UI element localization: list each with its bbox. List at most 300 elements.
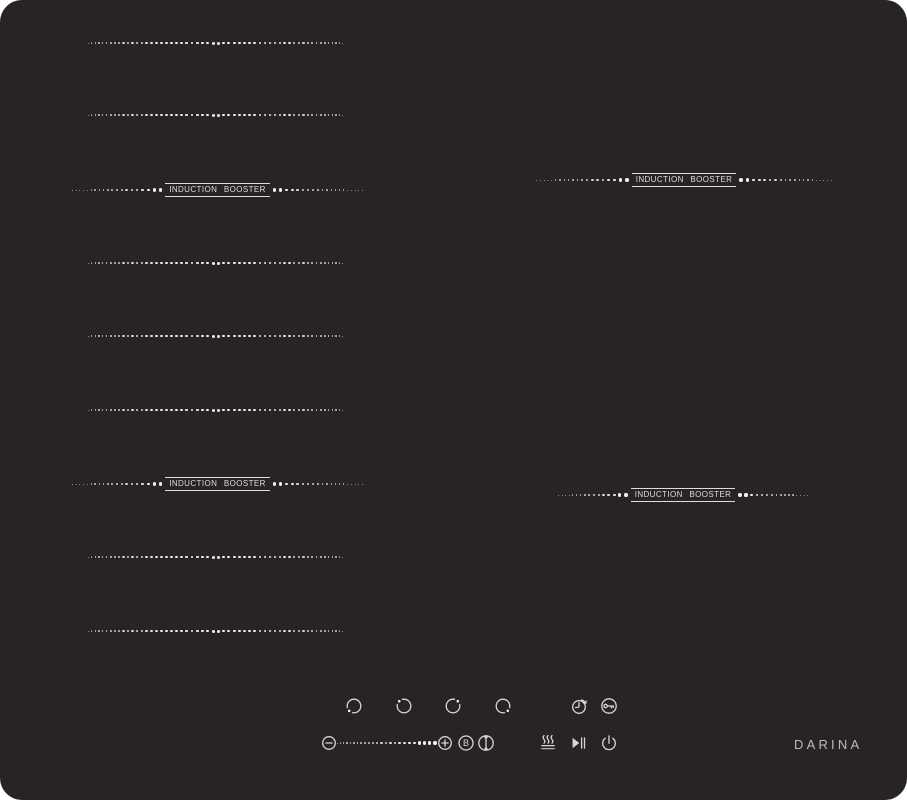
- zone-dot: [141, 262, 143, 264]
- zone-dot: [222, 630, 225, 633]
- zone-dot: [196, 630, 199, 633]
- zone-dot: [110, 114, 112, 116]
- zone-dot: [180, 409, 183, 412]
- zone-dot: [750, 494, 753, 497]
- zone-dot: [326, 189, 328, 191]
- zone-dot: [88, 336, 89, 337]
- zone-dot: [125, 483, 127, 485]
- zone-dot: [328, 556, 330, 558]
- zone-dot: [316, 262, 318, 264]
- zone-dot: [328, 114, 330, 116]
- zone-dot: [288, 114, 290, 116]
- zone-dot: [107, 189, 109, 191]
- zone-dot: [206, 335, 209, 338]
- zone-dot: [206, 409, 209, 412]
- booster-dots-left: [558, 487, 628, 503]
- zone-dot: [131, 630, 133, 632]
- zone-dot: [332, 42, 333, 43]
- zone-dot: [170, 262, 173, 265]
- zone-dot: [581, 179, 583, 181]
- zone-dot: [756, 494, 759, 497]
- zone-dot: [122, 556, 124, 558]
- zone-dot: [79, 484, 80, 485]
- zone-dot: [320, 262, 322, 264]
- zone-dot: [131, 114, 133, 116]
- zone-dot: [118, 42, 120, 44]
- zone-dot: [88, 410, 89, 411]
- zone-dot: [227, 630, 230, 633]
- zone-dot: [298, 630, 300, 632]
- zone-dot: [118, 262, 120, 264]
- zone-dot: [596, 179, 598, 181]
- zone-selector-bottom-right[interactable]: [493, 696, 513, 716]
- stop-and-go-button[interactable]: [568, 733, 588, 753]
- zone-dot: [288, 335, 290, 337]
- zone-dot: [127, 630, 129, 632]
- zone-dot: [293, 630, 295, 632]
- zone-dot: [324, 114, 326, 116]
- zone-dot: [328, 42, 330, 44]
- zone-dot: [160, 556, 163, 559]
- zone-dot: [279, 482, 282, 485]
- zone-dot: [114, 409, 116, 411]
- zone-dot: [360, 742, 362, 744]
- zone-dot: [288, 42, 290, 44]
- zone-dot: [72, 484, 73, 485]
- zone-dot: [322, 189, 324, 191]
- zone-dot: [253, 262, 256, 265]
- zone-selector-bottom-left[interactable]: [344, 696, 364, 716]
- zone-dot: [784, 494, 785, 495]
- zone-dot: [576, 494, 577, 495]
- zone-dot: [259, 262, 262, 265]
- zone-dot: [343, 483, 344, 484]
- cooking-zone-marking: [88, 554, 344, 560]
- plus-icon: [435, 733, 455, 753]
- zone-dot: [343, 189, 344, 190]
- zone-dot: [418, 741, 421, 744]
- zone-dot: [98, 409, 99, 410]
- zone-dot: [155, 42, 158, 45]
- zone-dot: [102, 630, 104, 632]
- zone-dot: [243, 556, 246, 559]
- cooking-zone-marking: [88, 628, 344, 634]
- zone-dot: [259, 630, 262, 633]
- zone-dot: [102, 409, 104, 411]
- zone-dot: [279, 42, 282, 45]
- zone-dot: [311, 42, 313, 44]
- zone-dot: [118, 409, 120, 411]
- zone-dot: [351, 190, 352, 191]
- zone-dot: [238, 262, 241, 265]
- zone-dot: [380, 742, 382, 744]
- zone-dot: [103, 483, 104, 484]
- zone-dot: [88, 115, 89, 116]
- zone-dot: [95, 114, 96, 115]
- zone-dot: [136, 630, 138, 632]
- zone-dot: [94, 189, 95, 190]
- zone-dot: [780, 179, 782, 181]
- zone-dot: [339, 630, 340, 631]
- zone-dot: [165, 42, 168, 45]
- zone-dot: [196, 556, 199, 559]
- zone-dot: [127, 335, 129, 337]
- zone-dot: [150, 556, 153, 559]
- zone-dot: [568, 179, 569, 180]
- booster-dots-right: [273, 476, 363, 492]
- zone-dot: [763, 179, 766, 182]
- zone-dot: [114, 42, 116, 44]
- key-lock-icon: [599, 696, 619, 716]
- zone-dot: [212, 114, 215, 117]
- zone-dot: [98, 556, 99, 557]
- bridge-zones-button[interactable]: [476, 733, 496, 753]
- zone-dot: [317, 483, 319, 485]
- zone-dot: [298, 409, 300, 411]
- zone-dot: [279, 188, 282, 191]
- power-level-slider[interactable]: [337, 739, 437, 747]
- zone-dot: [206, 630, 209, 633]
- zone-dot: [342, 263, 343, 264]
- zone-dot: [311, 630, 313, 632]
- zone-dot: [106, 409, 108, 411]
- zone-dot: [339, 42, 340, 43]
- zone-front-left-icon: [344, 696, 364, 716]
- zone-rear-left-icon: [394, 696, 414, 716]
- zone-dot: [155, 335, 158, 338]
- zone-dot: [238, 409, 241, 412]
- zone-dot: [175, 262, 178, 265]
- zone-dot: [577, 179, 579, 181]
- zone-dot: [170, 409, 173, 412]
- zone-dot: [264, 630, 267, 633]
- zone-dot: [227, 114, 230, 117]
- residual-heat-indicator: [537, 733, 559, 753]
- timer-button[interactable]: [569, 696, 589, 716]
- zone-dot: [165, 262, 168, 265]
- zone-dot: [238, 630, 241, 633]
- zone-dot: [94, 483, 95, 484]
- zone-dot: [780, 494, 782, 496]
- zone-dot: [196, 335, 199, 338]
- zone-dot: [95, 262, 96, 263]
- zone-dot: [110, 42, 112, 44]
- zone-dot: [332, 556, 333, 557]
- zone-dot: [170, 42, 173, 45]
- zone-dot: [283, 114, 286, 117]
- zone-dot: [160, 262, 163, 265]
- zone-dot: [316, 42, 318, 44]
- zone-dot: [544, 180, 545, 181]
- zone-dot: [823, 180, 824, 181]
- zone-dot: [572, 179, 574, 181]
- zone-dot: [212, 262, 215, 265]
- zone-dot: [279, 114, 282, 117]
- zone-dot: [233, 556, 236, 559]
- zone-dot: [335, 556, 336, 557]
- zone-dot: [222, 42, 225, 45]
- zone-dot: [91, 335, 92, 336]
- zone-dot: [307, 556, 309, 558]
- zone-dot: [328, 335, 330, 337]
- zone-dot: [339, 335, 340, 336]
- zone-dot: [175, 409, 178, 412]
- zone-dot: [136, 409, 138, 411]
- zone-dot: [269, 262, 272, 265]
- zone-dot: [312, 189, 314, 191]
- residual-heat-icon: [537, 733, 559, 753]
- zone-dot: [222, 335, 225, 338]
- zone-dot: [196, 114, 199, 117]
- zone-dot: [307, 114, 309, 116]
- zone-dot: [807, 179, 808, 180]
- cooking-zone-marking: [88, 40, 344, 46]
- booster-dots-left: [72, 182, 162, 198]
- zone-dot: [613, 179, 616, 182]
- zone-dot: [335, 189, 336, 190]
- zone-dot: [812, 179, 813, 180]
- zone-dot: [99, 483, 100, 484]
- zone-dot: [551, 180, 552, 181]
- zone-dot: [253, 42, 256, 45]
- zone-dot: [331, 483, 332, 484]
- zone-dot: [269, 556, 272, 559]
- zone-dot: [613, 494, 616, 497]
- zone-dot: [170, 556, 173, 559]
- zone-dot: [76, 190, 77, 191]
- zone-dot: [342, 336, 343, 337]
- zone-dot: [110, 335, 112, 337]
- zone-dot: [347, 190, 348, 191]
- zone-dot: [316, 409, 318, 411]
- zone-dot: [91, 409, 92, 410]
- zone-dot: [170, 114, 173, 117]
- child-lock-button[interactable]: [599, 696, 619, 716]
- zone-dot: [302, 335, 304, 337]
- zone-dot: [233, 42, 236, 45]
- zone-dot: [72, 190, 73, 191]
- zone-dot: [372, 742, 374, 744]
- zone-dot: [106, 114, 108, 116]
- zone-dot: [98, 114, 99, 115]
- zone-dot: [758, 179, 761, 182]
- zone-dot: [233, 114, 236, 117]
- power-button[interactable]: [599, 733, 619, 753]
- zone-dot: [145, 335, 148, 338]
- zone-dot: [269, 114, 272, 117]
- induction-booster-label: INDUCTION BOOSTER: [165, 183, 270, 198]
- zone-dot: [116, 483, 118, 485]
- zone-dot: [102, 556, 104, 558]
- zone-dot: [147, 189, 150, 192]
- booster-button[interactable]: [456, 733, 476, 753]
- zone-dot: [302, 556, 304, 558]
- zone-dot: [274, 262, 277, 265]
- zone-dot: [98, 262, 99, 263]
- zone-dot: [288, 262, 290, 264]
- zone-dot: [212, 630, 215, 633]
- zone-dot: [145, 262, 148, 265]
- zone-dot: [253, 556, 256, 559]
- zone-selector-top-left[interactable]: [394, 696, 414, 716]
- zone-dot: [565, 495, 566, 496]
- zone-dot: [307, 262, 309, 264]
- zone-dot: [141, 630, 143, 632]
- zone-dot: [274, 42, 277, 45]
- zone-dot: [602, 179, 605, 182]
- zone-dot: [136, 189, 139, 192]
- zone-dot: [145, 114, 148, 117]
- zone-dot: [322, 483, 324, 485]
- zone-dot: [339, 556, 340, 557]
- zone-dot: [175, 556, 178, 559]
- induction-booster-zone-marking: [72, 476, 363, 492]
- zone-dot: [131, 335, 133, 337]
- zone-dot: [145, 630, 148, 633]
- zone-dot: [298, 262, 300, 264]
- zone-dot: [562, 495, 563, 496]
- zone-dot: [332, 630, 333, 631]
- zone-dot: [339, 189, 340, 190]
- zone-dot: [307, 483, 309, 485]
- zone-dot: [91, 114, 92, 115]
- zone-dot: [131, 483, 133, 485]
- zone-dot: [159, 188, 162, 191]
- zone-dot: [607, 179, 610, 182]
- booster-dots-right: [273, 182, 363, 198]
- zone-dot: [98, 335, 99, 336]
- zone-dot: [540, 180, 541, 181]
- booster-letter: B: [462, 737, 470, 748]
- zone-dot: [106, 556, 108, 558]
- zone-dot: [217, 630, 220, 633]
- zone-dot: [259, 114, 262, 117]
- zone-dot: [317, 189, 319, 191]
- zone-dot: [326, 483, 328, 485]
- zone-dot: [141, 483, 144, 486]
- power-plus-button[interactable]: [435, 733, 455, 753]
- zone-dot: [324, 409, 326, 411]
- zone-dot: [165, 409, 168, 412]
- zone-rear-right-icon: [443, 696, 463, 716]
- zone-dot: [285, 189, 288, 192]
- zone-dot: [201, 262, 204, 265]
- zone-dot: [331, 189, 332, 190]
- power-minus-button[interactable]: [319, 733, 339, 753]
- zone-dot: [243, 409, 246, 412]
- zone-dot: [217, 262, 220, 265]
- zone-dot: [180, 42, 183, 45]
- zone-dot: [302, 483, 304, 485]
- zone-dot: [91, 262, 92, 263]
- zone-dot: [145, 42, 148, 45]
- zone-dot: [114, 262, 116, 264]
- zone-dot: [91, 42, 92, 43]
- zone-dot: [816, 180, 817, 181]
- zone-dot: [298, 42, 300, 44]
- zone-dot: [180, 556, 183, 559]
- zone-dot: [264, 409, 267, 412]
- zone-dot: [191, 335, 194, 338]
- zone-dot: [403, 742, 406, 745]
- booster-dots-right: [739, 172, 832, 188]
- zone-dot: [803, 179, 804, 180]
- zone-dot: [127, 114, 129, 116]
- zone-dot: [217, 556, 220, 559]
- zone-dot: [212, 409, 215, 412]
- zone-selector-top-right[interactable]: [443, 696, 463, 716]
- zone-front-right-icon: [493, 696, 513, 716]
- zone-dot: [385, 742, 387, 744]
- brand-logo: DARINA: [794, 737, 863, 752]
- zone-dot: [233, 409, 236, 412]
- zone-dot: [339, 114, 340, 115]
- zone-dot: [227, 556, 230, 559]
- zone-dot: [335, 630, 336, 631]
- zone-dot: [121, 483, 123, 485]
- zone-dot: [160, 42, 163, 45]
- zone-dot: [335, 335, 336, 336]
- zone-dot: [145, 556, 148, 559]
- zone-dot: [302, 262, 304, 264]
- zone-dot: [248, 335, 251, 338]
- zone-dot: [191, 262, 194, 265]
- zone-dot: [150, 42, 153, 45]
- zone-dot: [116, 189, 118, 191]
- zone-dot: [536, 180, 537, 181]
- zone-dot: [332, 262, 333, 263]
- zone-dot: [796, 495, 797, 496]
- zone-dot: [180, 335, 183, 338]
- zone-dot: [324, 335, 326, 337]
- zone-dot: [91, 483, 92, 484]
- zone-dot: [774, 179, 776, 181]
- zone-dot: [283, 42, 286, 45]
- zone-dot: [95, 409, 96, 410]
- timer-clock-arrow-icon: [569, 696, 589, 716]
- zone-dot: [106, 335, 108, 337]
- zone-dot: [206, 262, 209, 265]
- zone-dot: [274, 114, 277, 117]
- induction-booster-label: INDUCTION BOOSTER: [632, 173, 737, 188]
- zone-dot: [291, 483, 294, 486]
- zone-dot: [320, 114, 322, 116]
- zone-dot: [201, 630, 204, 633]
- zone-dot: [259, 409, 262, 412]
- zone-dot: [114, 556, 116, 558]
- induction-booster-label: INDUCTION BOOSTER: [631, 488, 736, 503]
- zone-dot: [302, 114, 304, 116]
- zone-dot: [376, 742, 378, 744]
- zone-dot: [283, 335, 286, 338]
- zone-dot: [339, 262, 340, 263]
- zone-dot: [307, 335, 309, 337]
- zone-dot: [180, 262, 183, 265]
- zone-dot: [283, 262, 286, 265]
- zone-dot: [122, 262, 124, 264]
- zone-dot: [175, 335, 178, 338]
- zone-dot: [362, 190, 363, 191]
- zone-dot: [761, 494, 763, 496]
- zone-dot: [274, 630, 277, 633]
- zone-dot: [95, 630, 96, 631]
- zone-dot: [776, 494, 778, 496]
- zone-dot: [79, 190, 80, 191]
- zone-dot: [264, 556, 267, 559]
- zone-dot: [337, 743, 338, 744]
- zone-dot: [238, 556, 241, 559]
- zone-dot: [547, 180, 548, 181]
